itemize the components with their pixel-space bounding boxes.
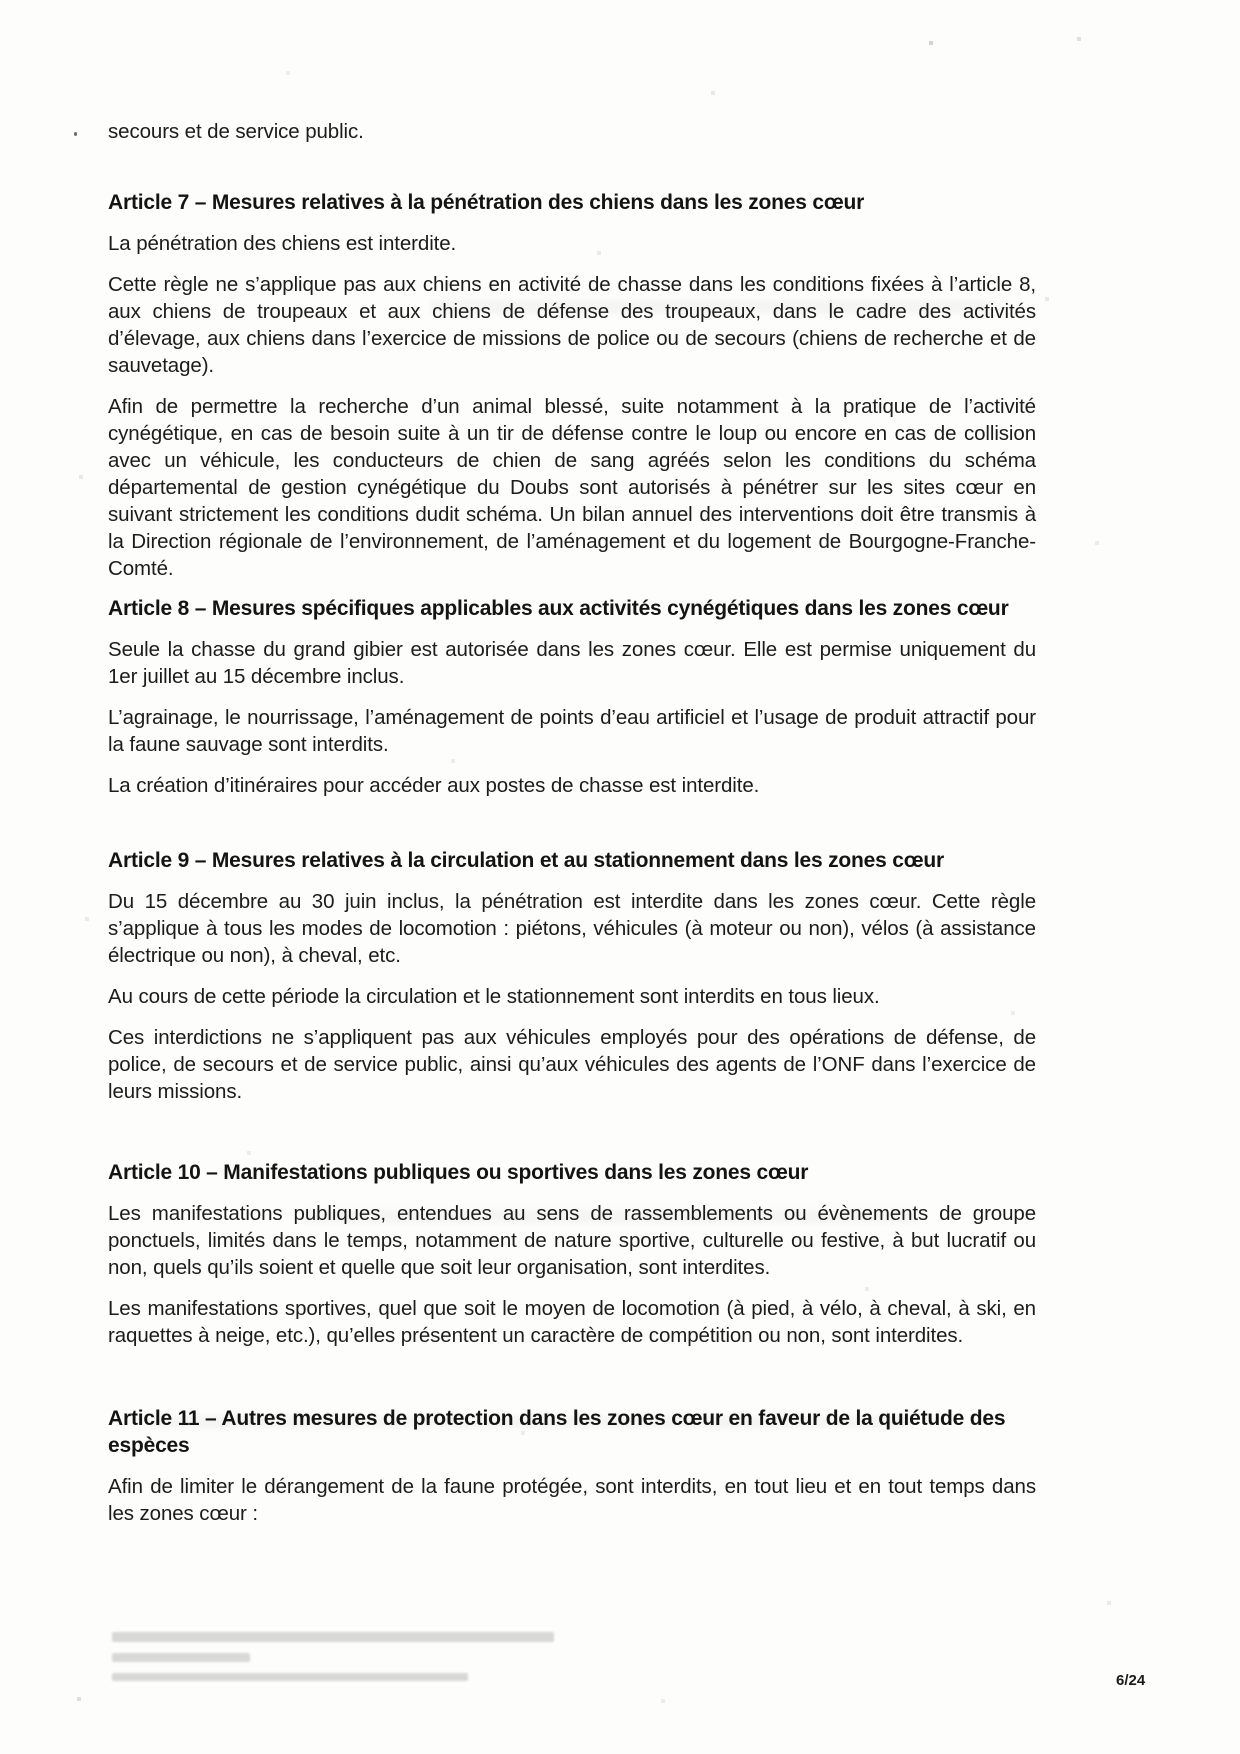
article-9-paragraph-2: Au cours de cette période la circulation et le stationnement sont interdits en tous lieux. [108,985,880,1008]
article-9-paragraph-3: Ces interdictions ne s’appliquent pas aux véhicules employés pour des opérations de défense, de police, de secours et de service public, ainsi qu’aux véhicules des agents de l’ONF dans l’exercice de leurs missions. [108,1026,1036,1103]
article-7-section [108,189,1036,582]
article-8-paragraph-2: L’agrainage, le nourrissage, l’aménagement de points d’eau artificiel et l’usage de produit attractif pour la faune sauvage sont interdits. [108,706,1036,756]
article-10-heading: Article 10 – Manifestations publiques ou sportives dans les zones cœur [108,1161,809,1184]
article-11-heading: Article 11 – Autres mesures de protection dans les zones cœur en faveur de la quiétude des espèces [108,1407,1006,1457]
article-10-section [108,1159,1036,1349]
article-8-section [108,595,1036,799]
article-10-paragraph-2: Les manifestations sportives, quel que soit le moyen de locomotion (à pied, à vélo, à cheval, à ski, en raquettes à neige, etc.), qu’elles présentent un caractère de compétition ou non, sont interdites. [108,1297,1036,1347]
article-8-paragraph-3: La création d’itinéraires pour accéder aux postes de chasse est interdite. [108,774,760,797]
scan-speck [74,132,77,136]
continued-paragraph: secours et de service public. [108,120,364,143]
document-body [108,118,1036,1527]
article-7-paragraph-3: Afin de permettre la recherche d’un animal blessé, suite notamment à la pratique de l’activité cynégétique, en cas de besoin suite à un tir de défense contre le loup ou encore en cas de collision avec un véhicule, les conducteurs de chien de sang agréés selon les conditions du schéma départemental de gestion cynégétique du Doubs sont autorisés à pénétrer sur les sites cœur en suivant strictement les conditions dudit schéma. Un bilan annuel des interventions doit être transmis à la Direction régionale de l’environnement, de l’aménagement et du logement de Bourgogne-Franche-Comté. [108,395,1036,580]
faint-footer-text-line [112,1673,468,1681]
article-9-heading: Article 9 – Mesures relatives à la circulation et au stationnement dans les zones cœur [108,849,944,872]
article-7-paragraph-2: Cette règle ne s’applique pas aux chiens en activité de chasse dans les conditions fixées à l’article 8, aux chiens de troupeaux et aux chiens de défense des troupeaux, dans le cadre des activités d’élevage, aux chiens dans l’exercice de missions de police ou de secours (chiens de recherche et de sauvetage). [108,273,1036,377]
faint-footer-text-line [112,1632,554,1642]
page-number: 6/24 [1116,1672,1146,1689]
article-8-paragraph-1: Seule la chasse du grand gibier est autorisée dans les zones cœur. Elle est permise uniquement du 1er juillet au 15 décembre inclus. [108,638,1036,688]
article-9-paragraph-1: Du 15 décembre au 30 juin inclus, la pénétration est interdite dans les zones cœur. Cette règle s’applique à tous les modes de locomotion : piétons, véhicules (à moteur ou non), vélos (à assistance électrique ou non), à cheval, etc. [108,890,1036,967]
article-8-heading: Article 8 – Mesures spécifiques applicables aux activités cynégétiques dans les zones cœur [108,597,1009,620]
article-7-paragraph-1: La pénétration des chiens est interdite. [108,232,457,255]
article-7-heading: Article 7 – Mesures relatives à la pénétration des chiens dans les zones cœur [108,191,865,214]
article-11-section [108,1405,1036,1527]
article-11-paragraph-1: Afin de limiter le dérangement de la faune protégée, sont interdits, en tout lieu et en tout temps dans les zones cœur : [108,1475,1036,1525]
article-10-paragraph-1: Les manifestations publiques, entendues au sens de rassemblements ou évènements de groupe ponctuels, limités dans le temps, notamment de nature sportive, culturelle ou festive, à but lucratif ou non, quels qu’ils soient et quelle que soit leur organisation, sont interdites. [108,1202,1036,1279]
faint-footer-text-line [112,1653,250,1662]
scan-noise [0,0,2,2]
article-9-section [108,847,1036,1105]
